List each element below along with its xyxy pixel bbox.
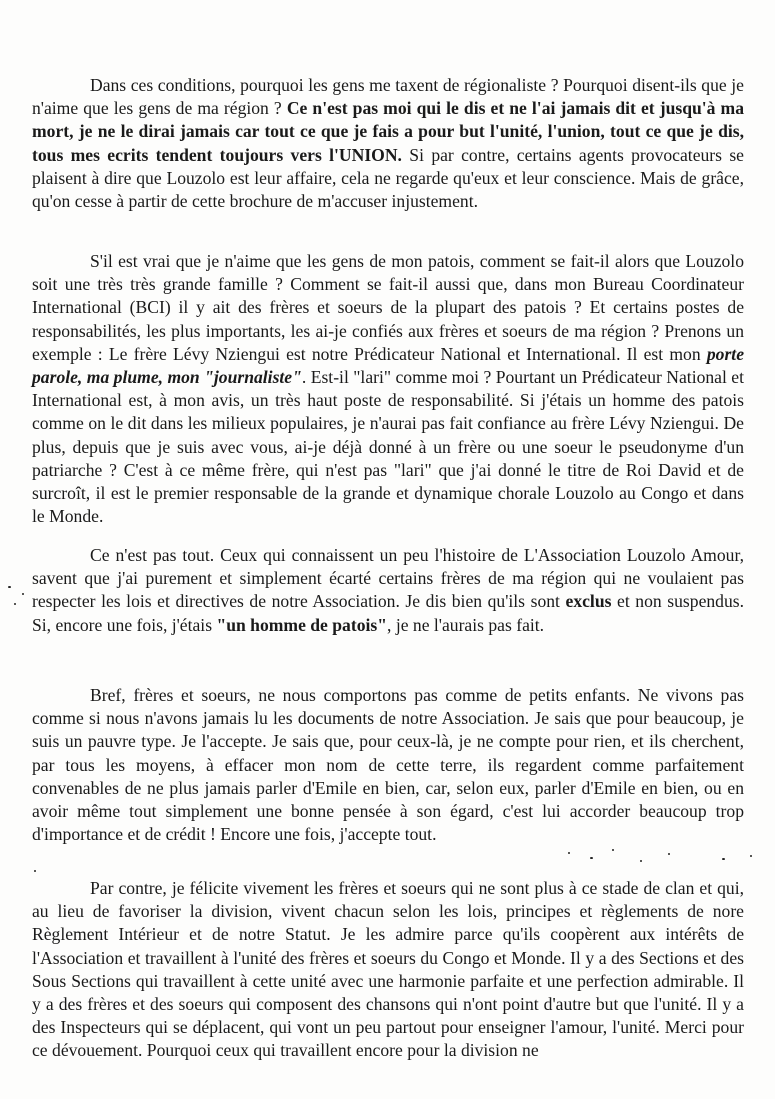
paragraph-5 (32, 877, 744, 1063)
paragraph-1-text-2: Si par contre, certains agents provocateurs se plaisent à dire que Louzolo est leur affaire, cela ne regarde qu'eux et leur conscience. Mais de grâce, qu'on cesse à partir de cette brochure de m'accuser injustement. (32, 144, 744, 212)
paragraph-3-text-2: et non suspendus. Si, encore une fois, j'étais (32, 591, 745, 635)
scan-speck (22, 593, 24, 595)
paragraph-4 (32, 684, 744, 846)
paragraph-4-text-1: Bref, frères et soeurs, ne nous comportons pas comme de petits enfants. Ne vivons pas comme si nous n'avons jamais lu les documents de notre Association. Je sais que pour beaucoup, je suis un pauvre type. Je l'accepte. Je sais que, pour ceux-là, je ne compte pour rien, et ils cherchent, par tous les moyens, à effacer mon nom de cette terre, ils regardent comme parfaitement convenables de ne plus jamais parler d'Emile en bien, car, selon eux, parler d'Emile en bien, ou en avoir même tout simplement une bonne pensée à son égard, c'est lui accorder beaucoup trop d'importance et de crédit ! Encore une fois, j'accepte tout. (32, 685, 744, 845)
scan-speck (750, 855, 752, 857)
scan-speck (590, 857, 593, 859)
paragraph-2-bold-italic-phrase: porte parole, ma plume, mon "journaliste" (32, 343, 744, 388)
paragraph-5-text-1: Par contre, je félicite vivement les frères et soeurs qui ne sont plus à ce stade de clan et qui, au lieu de favoriser la division, vivent chacun selon les lois, principes et règlements de nore Règlement Intérieur et de notre Statut. Je les admire parce qu'ils coopèrent aux intérêts de l'Association et travaillent à l'unité des frères et soeurs du Congo et Monde. Il y a des Sections et des Sous Sections qui travaillent à cette unité avec une harmonie parfaite et une perfection admirable. Il y a des frères et des soeurs qui composent des chansons qui n'ont point d'autre but que l'unité. Il y a des Inspecteurs qui se déplacent, qui vont un peu partout pour enseigner l'amour, l'unité. Merci pour ce dévouement. Pourquoi ceux qui travaillent encore pour la division ne (32, 878, 744, 1061)
paragraph-2-text-2: . Est-il "lari" comme moi ? Pourtant un Prédicateur National et International est, à mon avis, un très haut poste de responsabilité. Si j'étais un homme des patois comme on le dit dans les milieux populaires, je n'aurai pas fait confiance au frère Lévy Nziengui. De plus, depuis que je suis avec vous, ai-je déjà donné à un frère ou une soeur le pseudonyme d'un patriarche ? C'est à ce même frère, qui n'est pas "lari" que j'ai donné le titre de Roi David et de surcroît, il est le premier responsable de la grande et dynamique chorale Louzolo au Congo et dans le Monde. (32, 367, 744, 527)
paragraph-1 (32, 74, 744, 213)
scan-speck (34, 870, 36, 872)
paragraph-3-bold-exclus: exclus (565, 591, 612, 612)
scan-speck (668, 853, 670, 855)
scan-speck (568, 852, 570, 854)
scan-speck (640, 860, 642, 862)
paragraph-3-text-3: , je ne l'aurais pas fait. (387, 614, 545, 635)
paragraph-3 (32, 544, 744, 637)
scan-speck (722, 858, 725, 860)
paragraph-2-text-1: S'il est vrai que je n'aime que les gens de mon patois, comment se fait-il alors que Louzolo soit une très très grande famille ? Comment se fait-il aussi que, dans mon Bureau Coordinateur International (BCI) il y ait des frères et soeurs de la plupart des patois ? Et certains postes de responsabilités, les plus importants, les ai-je confiés aux frères et soeurs de ma région ? Prenons un exemple : Le frère Lévy Nziengui est notre Prédicateur National et International. Il est mon (32, 251, 744, 364)
paragraph-1-bold-statement: Ce n'est pas moi qui le dis et ne l'ai jamais dit et jusqu'à ma mort, je ne le dirai jamais car tout ce que je fais a pour but l'unité, l'union, tout ce que je dis, tous mes ecrits tendent toujours vers l'UNION. (32, 98, 745, 165)
scan-speck (8, 586, 11, 588)
paragraph-1-text-1: Dans ces conditions, pourquoi les gens me taxent de régionaliste ? Pourquoi disent-ils que je n'aime que les gens de ma région ? (32, 75, 744, 119)
scan-speck (612, 849, 614, 851)
paragraph-3-bold-phrase: "un homme de patois" (216, 614, 388, 635)
paragraph-2 (32, 250, 744, 528)
paragraph-3-text-1: Ce n'est pas tout. Ceux qui connaissent un peu l'histoire de L'Association Louzolo Amour, savent que j'ai purement et simplement écarté certains frères de ma région qui ne voulaient pas respecter les lois et directives de notre Association. Je dis bien qu'ils sont (32, 545, 744, 612)
scan-speck (14, 603, 16, 605)
